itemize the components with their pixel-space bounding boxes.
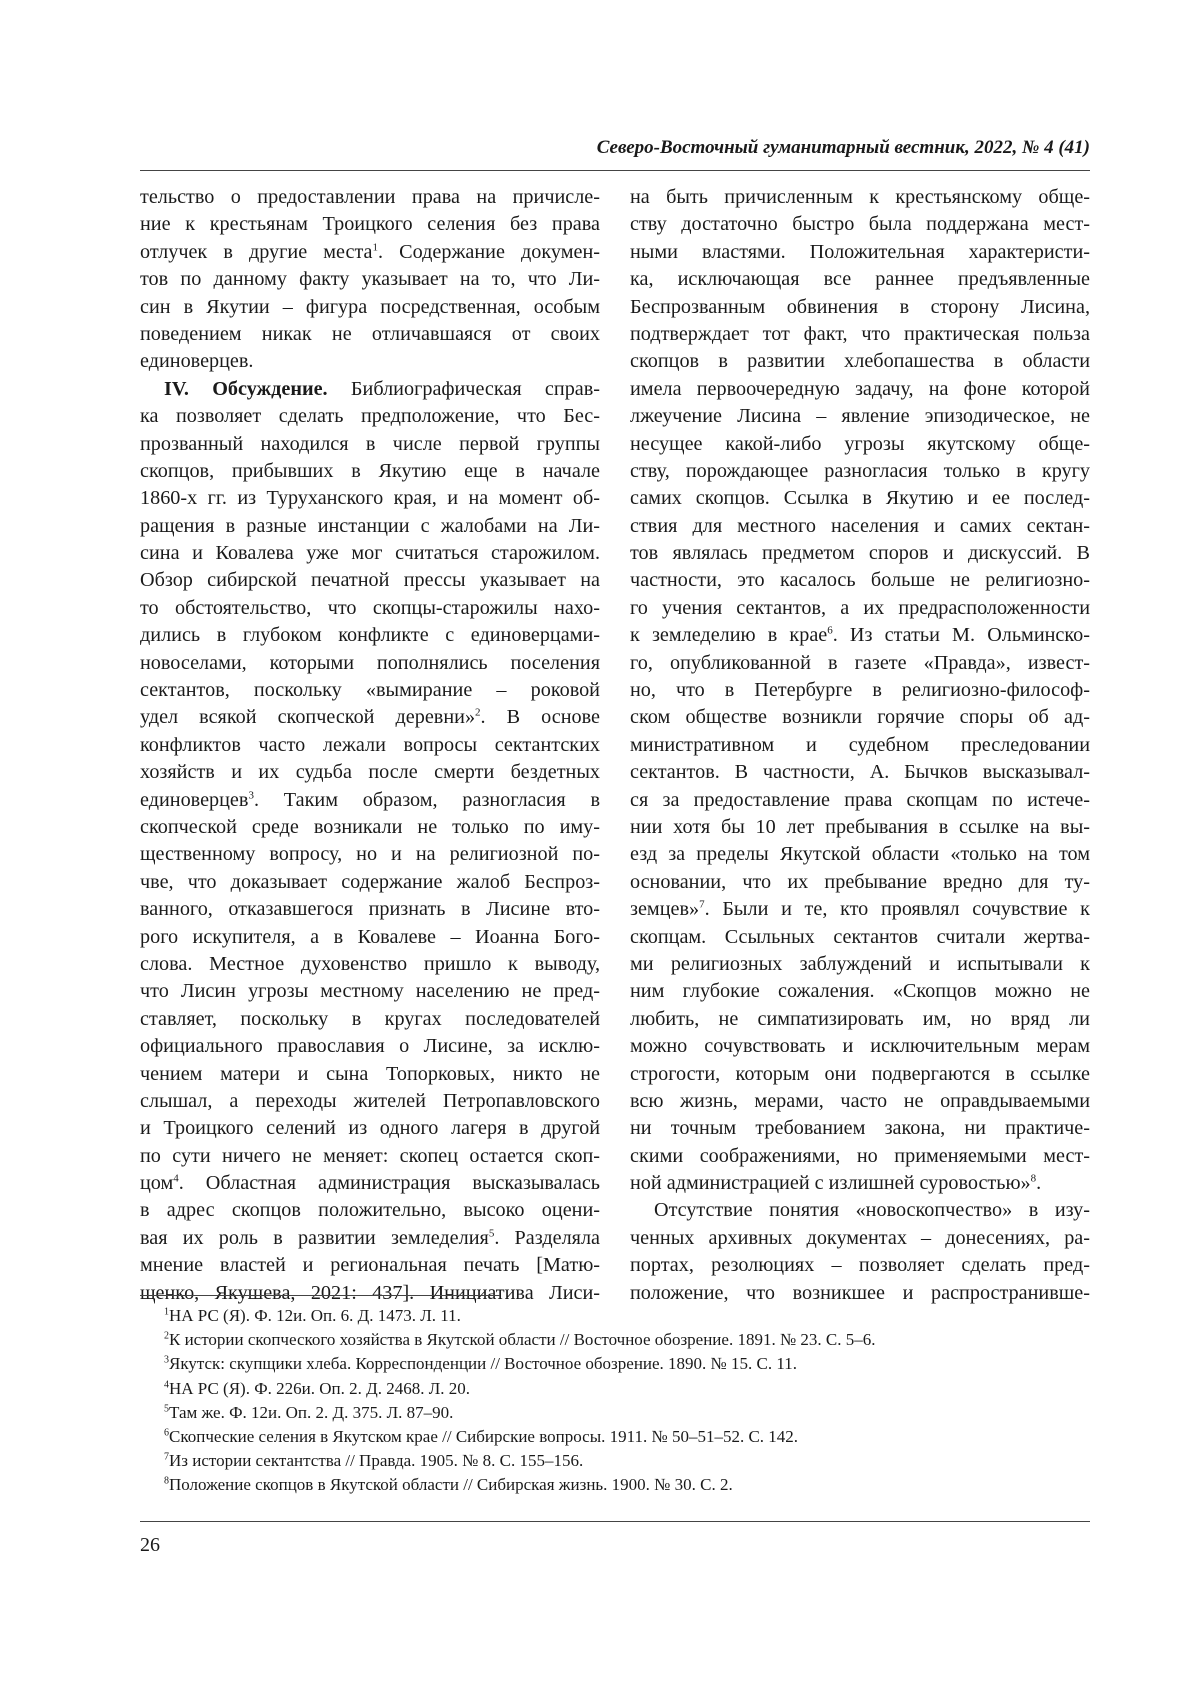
body-line: портах, резолюциях – позволяет сделать пред- <box>630 1254 1090 1277</box>
footnote-ref[interactable]: 4 <box>173 1172 179 1185</box>
body-line: сектантов, поскольку «вымирание – роковой <box>140 679 600 702</box>
body-line: скими соображениями, но применяемыми мест- <box>630 1144 1090 1167</box>
body-line: отлучек в другие места$^1$. Содержание докумен- <box>140 240 600 263</box>
body-line: го учения сектантов, а их предрасположенности <box>630 596 1090 619</box>
body-line: ченных архивных документах – донесениях, ра- <box>630 1226 1090 1249</box>
body-line: ству достаточно быстро была поддержана мест- <box>630 213 1090 236</box>
footnote-ref[interactable]: 8 <box>1030 1172 1037 1185</box>
body-line: дились в глубоком конфликте с единоверцами- <box>140 624 600 647</box>
body-line: имела первоочередную задачу, на фоне которой <box>630 377 1090 400</box>
body-line: положение, что возникшее и распространивше- <box>630 1281 1090 1304</box>
header-divider <box>140 170 1090 171</box>
footnote: $^6$Скопческие селения в Якутском крае // Сибирские вопросы. 1911. № 50–51–52. С. 142. <box>164 1426 799 1446</box>
footnote-ref[interactable]: 7 <box>699 898 705 911</box>
body-line: к земледелию в крае$^6$. Из статьи М. Ольминско- <box>630 624 1090 647</box>
body-line: ми религиозных заблуждений и испытывали к <box>630 952 1090 975</box>
footnote: $^4$НА РС (Я). Ф. 226и. Оп. 2. Д. 2468. Л. 20. <box>164 1378 470 1398</box>
left-column <box>140 184 600 1307</box>
body-line: единоверцев$^3$. Таким образом, разногласия в <box>140 788 600 811</box>
body-line: цом$^4$. Областная администрация высказывалась <box>140 1172 600 1195</box>
footnote-ref[interactable]: 5 <box>488 1227 495 1240</box>
body-line: Отсутствие понятия «новоскопчество» в изу- <box>654 1199 1090 1222</box>
footnotes <box>164 1304 1064 1498</box>
body-line: хозяйств и их судьба после смерти бездетных <box>140 761 600 784</box>
running-header: Северо-Восточный гуманитарный вестник, 2022, № 4 (41) <box>596 137 1090 158</box>
body-line: прозванный находился в числе первой группы <box>140 432 600 455</box>
body-line: но, что в Петербурге в религиозно-философ- <box>630 679 1090 702</box>
body-line: скопцам. Ссыльных сектантов считали жертва- <box>630 925 1090 948</box>
right-column <box>630 184 1090 1307</box>
body-line: рого искупителя, а в Ковалеве – Иоанна Бого- <box>140 925 600 948</box>
footer-divider <box>140 1521 1090 1522</box>
body-line: ствия для местного населения и самих сектан- <box>630 514 1090 537</box>
body-line: единоверцев. <box>140 350 254 373</box>
section-heading-line: IV. Обсуждение. Библиографическая справ- <box>164 377 601 400</box>
body-line: нии хотя бы 10 лет пребывания в ссылке на вы- <box>630 815 1090 838</box>
body-line: что Лисин угрозы местному населению не пред- <box>140 980 600 1003</box>
body-line: езд за пределы Якутской области «только на том <box>630 843 1090 866</box>
body-line: можно сочувствовать и исключительным мерам <box>630 1035 1090 1058</box>
body-line: любить, не симпатизировать им, но вряд ли <box>630 1007 1090 1030</box>
body-line: новоселами, которыми пополнялись поселения <box>140 651 600 674</box>
body-line: тельство о предоставлении права на причисле- <box>140 186 600 208</box>
body-line: чве, что доказывает содержание жалоб Беспроз- <box>140 870 600 893</box>
body-line: скопцов, прибывших в Якутию еще в начале <box>140 459 600 482</box>
footnote: $^8$Положение скопцов в Якутской области // Сибирская жизнь. 1900. № 30. С. 2. <box>164 1475 733 1495</box>
body-line: ной администрацией с излишней суровостью»$^8$. <box>630 1172 1042 1195</box>
body-line: в адрес скопцов положительно, высоко оцени- <box>140 1199 600 1222</box>
body-line: на быть причисленным к крестьянскому обще- <box>630 186 1090 208</box>
body-line: всю жизнь, мерами, часто не оправдываемыми <box>630 1089 1090 1112</box>
body-line: удел всякой скопческой деревни»$^2$. В основе <box>140 706 600 729</box>
footnote-ref[interactable]: 2 <box>475 706 481 719</box>
body-line: скопческой среде возникали не только по иму- <box>140 815 600 838</box>
body-line: строгости, которым они подвергаются в ссылке <box>630 1062 1090 1085</box>
body-line: ращения в разные инстанции с жалобами на Ли- <box>140 514 600 537</box>
footnote: $^7$Из истории сектантства // Правда. 1905. № 8. С. 155–156. <box>164 1451 584 1471</box>
page-number: 26 <box>140 1534 160 1556</box>
body-line: несущее какой-либо угрозы якутскому обще- <box>630 432 1090 455</box>
body-line: го, опубликованной в газете «Правда», извест- <box>630 651 1090 674</box>
body-line: частности, это касалось больше не религиозно- <box>630 569 1090 592</box>
body-line: ся за предоставление права скопцам по истече- <box>630 788 1090 811</box>
footnote: $^1$НА РС (Я). Ф. 12и. Оп. 6. Д. 1473. Л. 11. <box>164 1306 461 1325</box>
body-line: тов являлась предметом споров и дискуссий. В <box>630 542 1090 565</box>
footnote-divider <box>140 1295 500 1296</box>
body-line: ка позволяет сделать предположение, что Бес- <box>140 405 600 428</box>
body-line: по сути ничего не меняет: скопец остается скоп- <box>140 1144 600 1167</box>
body-line: поведением никак не отличавшаяся от своих <box>140 322 600 345</box>
body-line: ству, порождающее разногласия только в кругу <box>630 459 1090 482</box>
body-line: ние к крестьянам Троицкого селения без права <box>140 213 600 236</box>
body-line: ни точным требованием закона, ни практиче- <box>630 1117 1090 1140</box>
body-line: лжеучение Лисина – явление эпизодическое, не <box>630 405 1090 428</box>
body-line: конфликтов часто лежали вопросы сектантских <box>140 733 600 756</box>
body-line: министративном и судебном преследовании <box>630 733 1090 756</box>
footnote-ref[interactable]: 6 <box>827 624 833 637</box>
body-line: скопцов в развитии хлебопашества в области <box>630 350 1090 373</box>
body-line: слышал, а переходы жителей Петропавловского <box>140 1089 600 1112</box>
section-heading: IV. Обсуждение. <box>164 377 328 400</box>
body-line: слова. Местное духовенство пришло к выводу, <box>140 952 600 975</box>
body-line: ными властями. Положительная характеристи- <box>630 240 1090 263</box>
footnote-ref[interactable]: 1 <box>372 241 379 254</box>
body-line: ском обществе возникли горячие споры об ад- <box>630 706 1090 729</box>
body-line: то обстоятельство, что скопцы-старожилы нахо- <box>140 596 600 619</box>
body-line: Обзор сибирской печатной прессы указывает на <box>140 569 600 592</box>
footnote-ref[interactable]: 3 <box>248 788 254 801</box>
body-line: тов по данному факту указывает на то, что Ли- <box>140 268 600 291</box>
body-line: официального православия о Лисине, за исклю- <box>140 1035 600 1058</box>
body-line: чением матери и сына Топорковых, никто не <box>140 1062 600 1085</box>
body-line: вая их роль в развитии земледелия$^5$. Разделяла <box>140 1226 600 1249</box>
body-line: сектантов. В частности, А. Бычков высказывал- <box>630 761 1090 784</box>
body-line: ставляет, поскольку в кругах последователей <box>140 1007 600 1030</box>
body-line: ка, исключающая все раннее предъявленные <box>630 268 1090 291</box>
body-line: син в Якутии – фигура посредственная, особым <box>140 295 600 318</box>
body-line: самих скопцов. Ссылка в Якутию и ее послед- <box>630 487 1090 510</box>
body-line: подтверждает тот факт, что практическая польза <box>630 322 1090 345</box>
body-line: щенко, Якушева, 2021: 437]. Инициатива Лиси- <box>140 1281 600 1304</box>
body-line: 1860-х гг. из Туруханского края, и на момент об- <box>140 487 600 510</box>
footnote: $^5$Там же. Ф. 12и. Оп. 2. Д. 375. Л. 87–90. <box>164 1402 454 1422</box>
body-line: сина и Ковалева уже мог считаться старожилом. <box>140 542 600 565</box>
body-line: мнение властей и региональная печать [Матю- <box>140 1254 600 1277</box>
body-line: ванного, отказавшегося признать в Лисине вто- <box>140 898 600 921</box>
footnote: $^3$Якутск: скупщики хлеба. Корреспонденции // Восточное обозрение. 1890. № 15. С. 11. <box>164 1354 797 1374</box>
body-line: основании, что их пребывание вредно для ту- <box>630 870 1090 893</box>
body-line: земцев»$^7$. Были и те, кто проявлял сочувствие к <box>630 898 1090 921</box>
body-line: ним глубокие сожаления. «Скопцов можно не <box>630 980 1090 1003</box>
footnote: $^2$К истории скопческого хозяйства в Якутской области // Восточное обозрение. 1891. № 23. С. 5–6. <box>164 1330 876 1350</box>
body-line: и Троицкого селений из одного лагеря в другой <box>140 1117 600 1140</box>
body-line: Беспрозванным обвинения в сторону Лисина, <box>630 295 1090 318</box>
body-line: щественному вопросу, но и на религиозной по- <box>140 843 600 866</box>
